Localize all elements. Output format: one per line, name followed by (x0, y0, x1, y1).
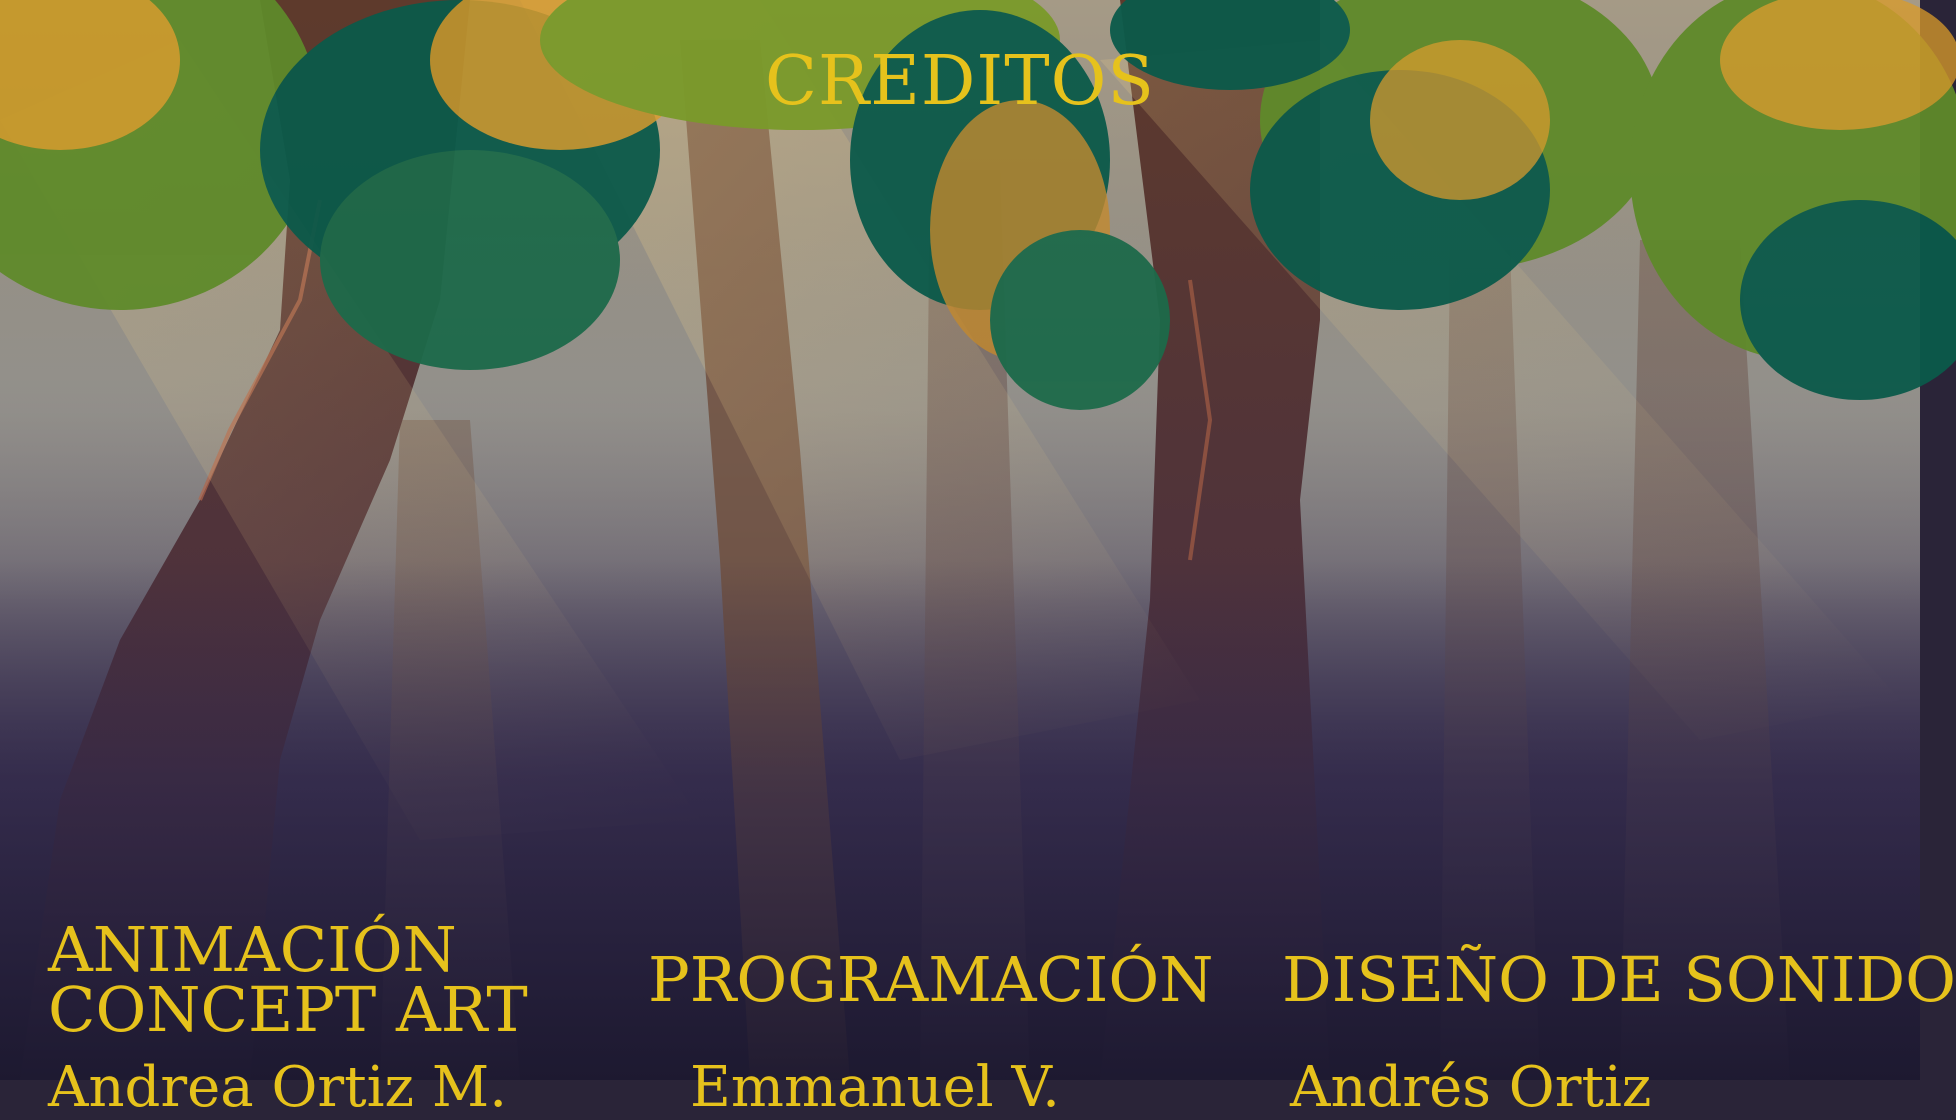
section-programming-title (648, 943, 1214, 1016)
section-programming-names: Emmanuel V. (690, 1055, 1060, 1120)
section-sound-title-line-1: DISEÑO DE SONIDO (1282, 943, 1956, 1016)
section-animation-names: Andrea Ortiz M. (48, 1055, 507, 1120)
section-sound-design-title (1282, 943, 1956, 1016)
section-animation-title-line-1: ANIMACIÓN (48, 913, 457, 986)
section-programming-title-line-1: PROGRAMACIÓN (648, 943, 1214, 1016)
credits-title: CREDITOS (765, 42, 1155, 121)
section-animation-concept-title (48, 913, 528, 1046)
section-animation-title-line-2: CONCEPT ART (48, 973, 528, 1046)
section-sound-names: Andrés Ortiz (1290, 1055, 1652, 1120)
